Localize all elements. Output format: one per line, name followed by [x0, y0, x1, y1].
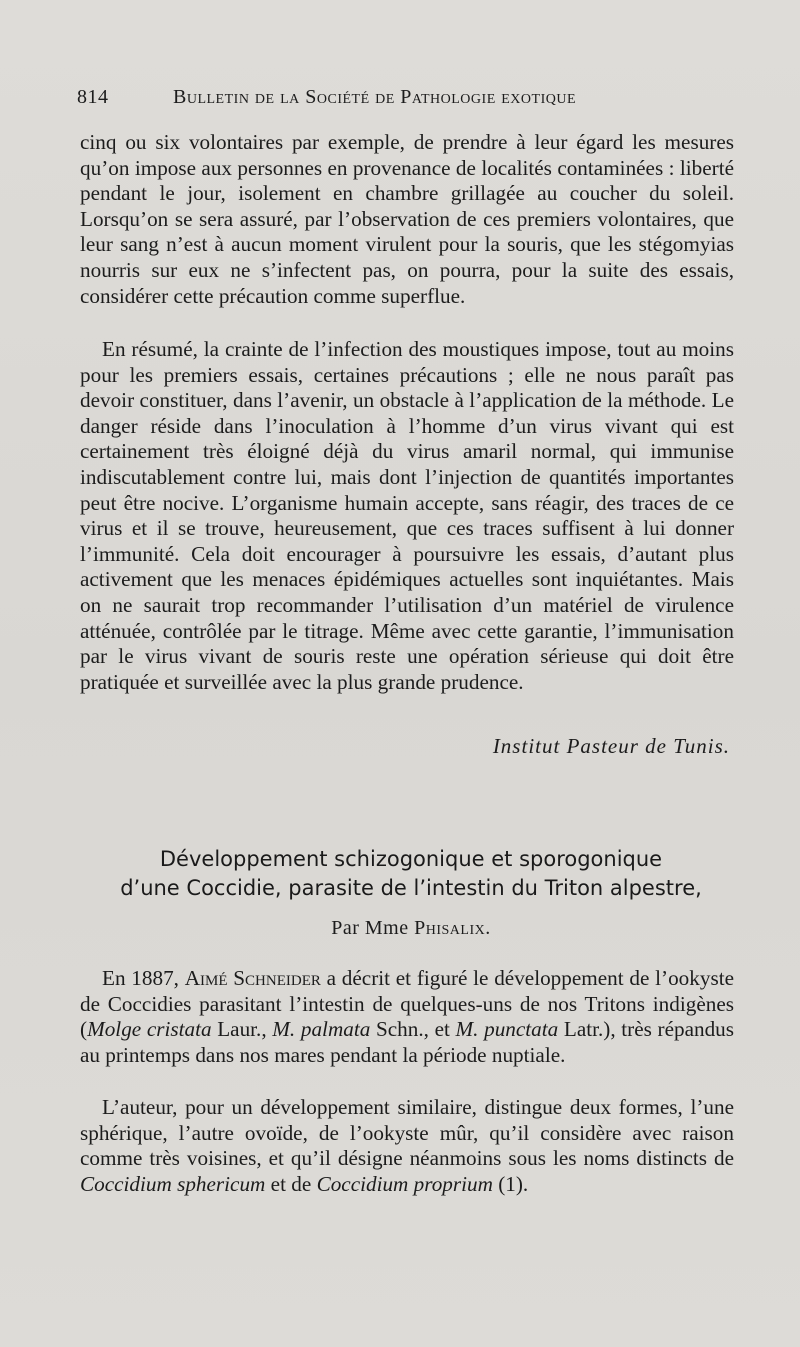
species-name: Molge cristata	[87, 1017, 212, 1042]
species-name: Coccidium proprium	[316, 1171, 493, 1196]
article-paragraph-2: L’auteur, pour un développement similaire, distingue deux formes, l’une sphérique, l’autre ovoïde, de l’ookyste mûr, qu’il considère avec raison comme très voisines, et qu’il désigne néanmoins sous les noms distincts de Coccidium sphericum et de Coccidium proprium (1).	[80, 1095, 734, 1196]
article-paragraph-1: En 1887, Aimé Schneider a décrit et figuré le développement de l’ookyste de Coccidies parasitant l’intestin de quelques-uns de nos Tritons indigènes (Molge cristata Laur., M. palmata Schn., et M. punctata Latr.), très répandus au printemps dans nos mares pendant la période nuptiale.	[80, 966, 735, 1067]
article-title	[80, 845, 742, 903]
author-name: Phisalix.	[414, 917, 491, 939]
running-header	[77, 86, 737, 116]
page-number: 814	[77, 86, 109, 108]
institution-signature: Institut Pasteur de Tunis.	[492, 734, 730, 758]
species-name: M. punctata	[455, 1017, 559, 1042]
previous-article-paragraph-2: En résumé, la crainte de l’infection des moustiques impose, tout au moins pour les premiers essais, certaines précautions ; elle ne nous paraît pas devoir constituer, dans l’avenir, un obstacle à l’application de la méthode. Le danger réside dans l’inoculation à l’homme d’un virus vivant qui est certainement très éloigné déjà du virus amaril normal, qui immunise indiscutablement contre lui, mais dont l’injection de quantités importantes peut être nocive. L’organisme humain accepte, sans réagir, des traces de ce virus et il se trouve, heureusement, que ces traces suffisent à lui donner l’immunité. Cela doit encourager à poursuivre les essais, d’autant plus activement que les menaces épidémiques actuelles sont inquiétantes. Mais on ne saurait trop recommander l’utilisation d’un matériel de virulence atténuée, contrôlée par le titrage. Même avec cette garantie, l’immunisation par le virus vivant de souris reste une opération sérieuse qui doit être pratiquée et surveillée avec la plus grande prudence.	[80, 337, 734, 694]
cited-author: Aimé Schneider	[184, 966, 321, 990]
article-title-line-1: Développement schizogonique et sporogonique	[159, 847, 663, 871]
species-name: M. palmata	[272, 1017, 371, 1042]
article-title-line-2: d’une Coccidie, parasite de l’intestin du Triton alpestre,	[120, 876, 702, 900]
journal-title: Bulletin de la Société de Pathologie exotique	[173, 86, 577, 108]
article-author	[80, 917, 742, 940]
author-prefix: Par Mme	[331, 917, 409, 939]
previous-article-paragraph-1: cinq ou six volontaires par exemple, de prendre à leur égard les mesures qu’on impose aux personnes en provenance de localités contaminées : liberté pendant le jour, isolement en chambre grillagée au coucher du soleil. Lorsqu’on se sera assuré, par l’observation de ces premiers volontaires, que leur sang n’est à aucun moment virulent pour la souris, que les stégomyias nourris sur eux ne s’infectent pas, on pourra, pour la suite des essais, considérer cette précaution comme superflue.	[80, 130, 734, 308]
species-name: Coccidium sphericum	[80, 1171, 266, 1196]
